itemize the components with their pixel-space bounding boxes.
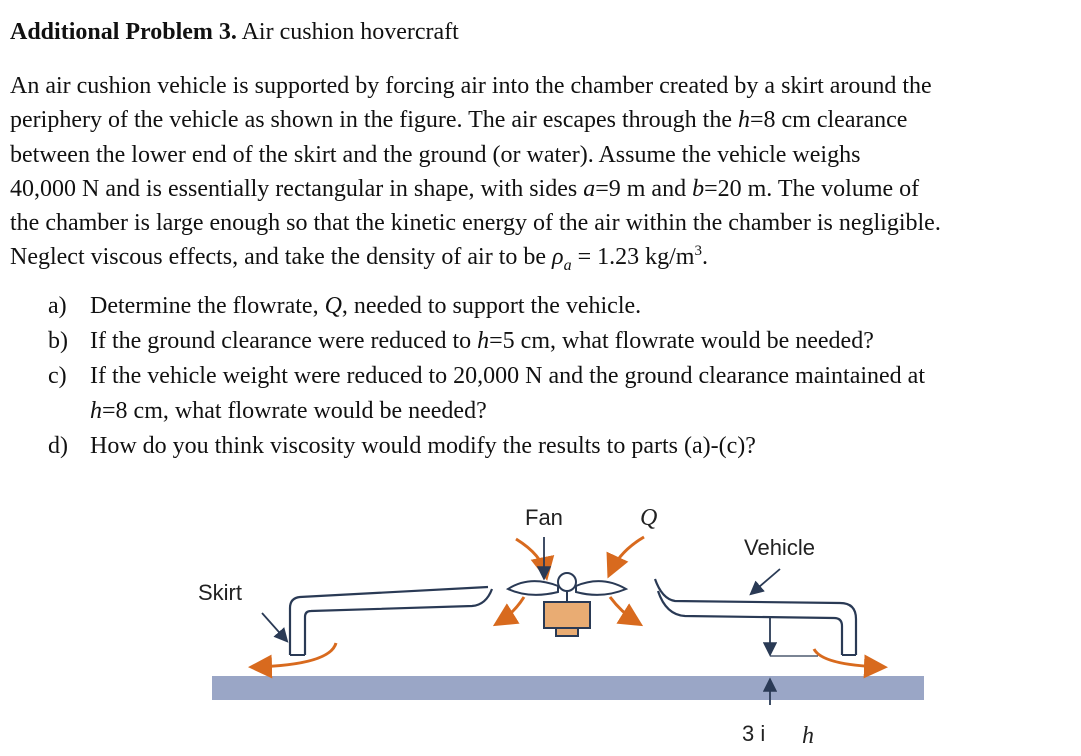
problem-heading bbox=[10, 14, 459, 50]
fan-blade-left bbox=[508, 581, 558, 595]
fan-motor bbox=[544, 602, 590, 628]
chamber-arrow-left bbox=[498, 597, 524, 623]
var-h: h bbox=[737, 107, 750, 134]
problem-statement bbox=[10, 69, 1075, 275]
skirt-label: Skirt bbox=[198, 580, 242, 605]
inflow-arrow-right bbox=[610, 537, 644, 573]
vehicle-label: Vehicle bbox=[744, 535, 815, 560]
chamber-arrow-right bbox=[610, 597, 638, 623]
text: 40,000 N and is essentially rectangular in shape, with sides bbox=[10, 175, 584, 202]
statement-line-5: the chamber is large enough so that the kinetic energy of the air within the chamber is negligible. bbox=[10, 210, 941, 237]
text: =9 m and bbox=[595, 175, 693, 202]
text: =20 m. The volume of bbox=[704, 175, 920, 202]
hovercraft-diagram bbox=[170, 495, 950, 756]
rho-subscript: a bbox=[563, 257, 572, 275]
var-h: h bbox=[90, 398, 102, 424]
statement-line-1: An air cushion vehicle is supported by forcing air into the chamber created by a skirt around the bbox=[10, 73, 932, 99]
var-h: h bbox=[477, 328, 490, 354]
skirt-leader bbox=[262, 613, 286, 640]
question-d bbox=[48, 429, 925, 464]
var-q: Q bbox=[324, 293, 342, 319]
fan-base bbox=[556, 628, 578, 636]
flowrate-label: Q bbox=[640, 505, 658, 531]
problem-title: Air cushion hovercraft bbox=[236, 19, 459, 45]
text: =8 cm clearance bbox=[749, 107, 908, 134]
text: If the vehicle weight were reduced to 20,000 N and the ground clearance maintained at bbox=[90, 363, 925, 389]
problem-label: Additional Problem 3. bbox=[10, 19, 237, 45]
vehicle-left-body bbox=[290, 587, 492, 655]
text: If the ground clearance were reduced to bbox=[90, 328, 478, 354]
fan-label: Fan bbox=[525, 505, 563, 530]
question-b bbox=[48, 324, 925, 359]
statement-line-6 bbox=[10, 240, 1075, 274]
rho-symbol: ρ bbox=[552, 244, 564, 271]
clearance-label: h bbox=[802, 723, 814, 749]
text: Determine the flowrate, bbox=[90, 293, 325, 319]
question-c bbox=[48, 359, 925, 394]
hovercraft-figure bbox=[170, 495, 950, 756]
question-a bbox=[48, 289, 925, 324]
text: = 1.23 kg/m bbox=[571, 244, 695, 271]
text: Neglect viscous effects, and take the density of air to be bbox=[10, 244, 553, 271]
statement-line-4 bbox=[10, 172, 1075, 206]
exponent: 3 bbox=[694, 243, 702, 260]
inflow-arrow-left bbox=[516, 539, 546, 575]
fan-hub bbox=[558, 573, 576, 591]
vehicle-leader bbox=[752, 569, 780, 593]
text: =5 cm, what flowrate would be needed? bbox=[489, 328, 874, 354]
fan-blade-right bbox=[576, 581, 626, 595]
text: periphery of the vehicle as shown in the figure. The air escapes through the bbox=[10, 107, 738, 134]
ground bbox=[212, 676, 924, 700]
statement-line-3: between the lower end of the skirt and the ground (or water). Assume the vehicle weighs bbox=[10, 141, 861, 168]
text: . bbox=[701, 244, 708, 271]
text: , needed to support the vehicle. bbox=[341, 293, 642, 319]
text: =8 cm, what flowrate would be needed? bbox=[102, 398, 487, 424]
question-list bbox=[48, 289, 925, 464]
escape-arrow-right bbox=[814, 649, 882, 667]
var-a: a bbox=[583, 175, 596, 202]
question-label: d) bbox=[48, 433, 68, 459]
question-label: a) bbox=[48, 293, 67, 319]
label-3i: 3 i bbox=[742, 721, 766, 746]
text: How do you think viscosity would modify the results to parts (a)-(c)? bbox=[90, 433, 756, 459]
var-b: b bbox=[692, 175, 705, 202]
question-label: b) bbox=[48, 328, 68, 354]
question-c-continued bbox=[48, 394, 925, 429]
statement-line-2 bbox=[10, 103, 1075, 137]
question-label: c) bbox=[48, 363, 67, 389]
